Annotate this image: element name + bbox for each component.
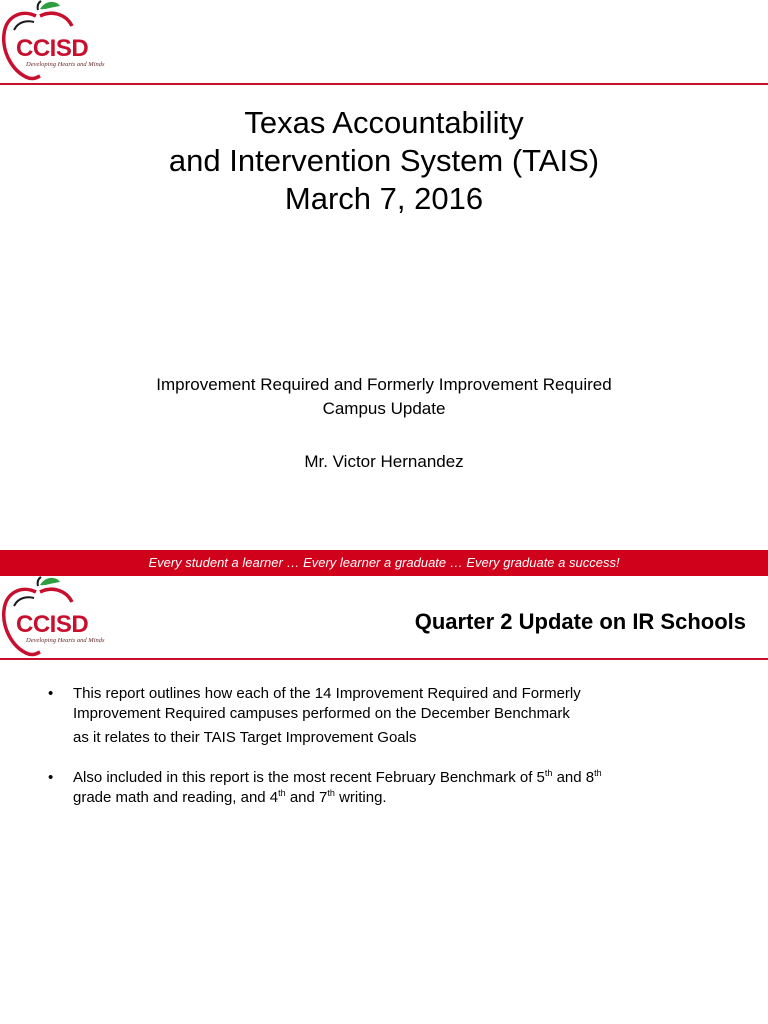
bullet-item <box>48 768 748 808</box>
logo-tagline: Developing Hearts and Minds <box>26 61 105 68</box>
bullet-item <box>48 684 748 748</box>
bullet-text: grade math and reading, and 4th and 7th writing. <box>73 788 387 806</box>
header-divider <box>0 658 768 660</box>
content-slide <box>0 576 768 1024</box>
slide-title <box>0 104 768 218</box>
slide-subtitle <box>0 373 768 421</box>
header-divider <box>0 83 768 85</box>
bullet-text: as it relates to their TAIS Target Improvement Goals <box>73 729 417 746</box>
bullet-text: This report outlines how each of the 14 Improvement Required and Formerly <box>73 685 581 702</box>
slide-title: Quarter 2 Update on IR Schools <box>414 609 746 634</box>
bullet-marker: • <box>48 769 54 786</box>
logo-wordmark: CCISD <box>16 611 89 638</box>
bullet-marker: • <box>48 685 54 702</box>
presenter-name: Mr. Victor Hernandez <box>304 452 464 471</box>
title-line: and Intervention System (TAIS) <box>168 143 600 178</box>
subtitle-line: Campus Update <box>322 399 446 418</box>
logo-tagline: Developing Hearts and Minds <box>26 637 105 644</box>
bullet-text: Also included in this report is the most recent February Benchmark of 5th and 8th <box>73 768 602 786</box>
title-line: Texas Accountability <box>244 105 524 140</box>
subtitle-line: Improvement Required and Formerly Improvement Required <box>156 375 612 394</box>
ccisd-logo <box>0 0 112 82</box>
ccisd-logo <box>0 576 112 658</box>
bullet-text: Improvement Required campuses performed on the December Benchmark <box>73 705 570 722</box>
logo-wordmark: CCISD <box>16 35 89 62</box>
footer-banner: Every student a learner … Every learner a graduate … Every graduate a success! <box>0 550 768 576</box>
bullet-list <box>48 684 748 808</box>
title-line: March 7, 2016 <box>284 181 484 216</box>
